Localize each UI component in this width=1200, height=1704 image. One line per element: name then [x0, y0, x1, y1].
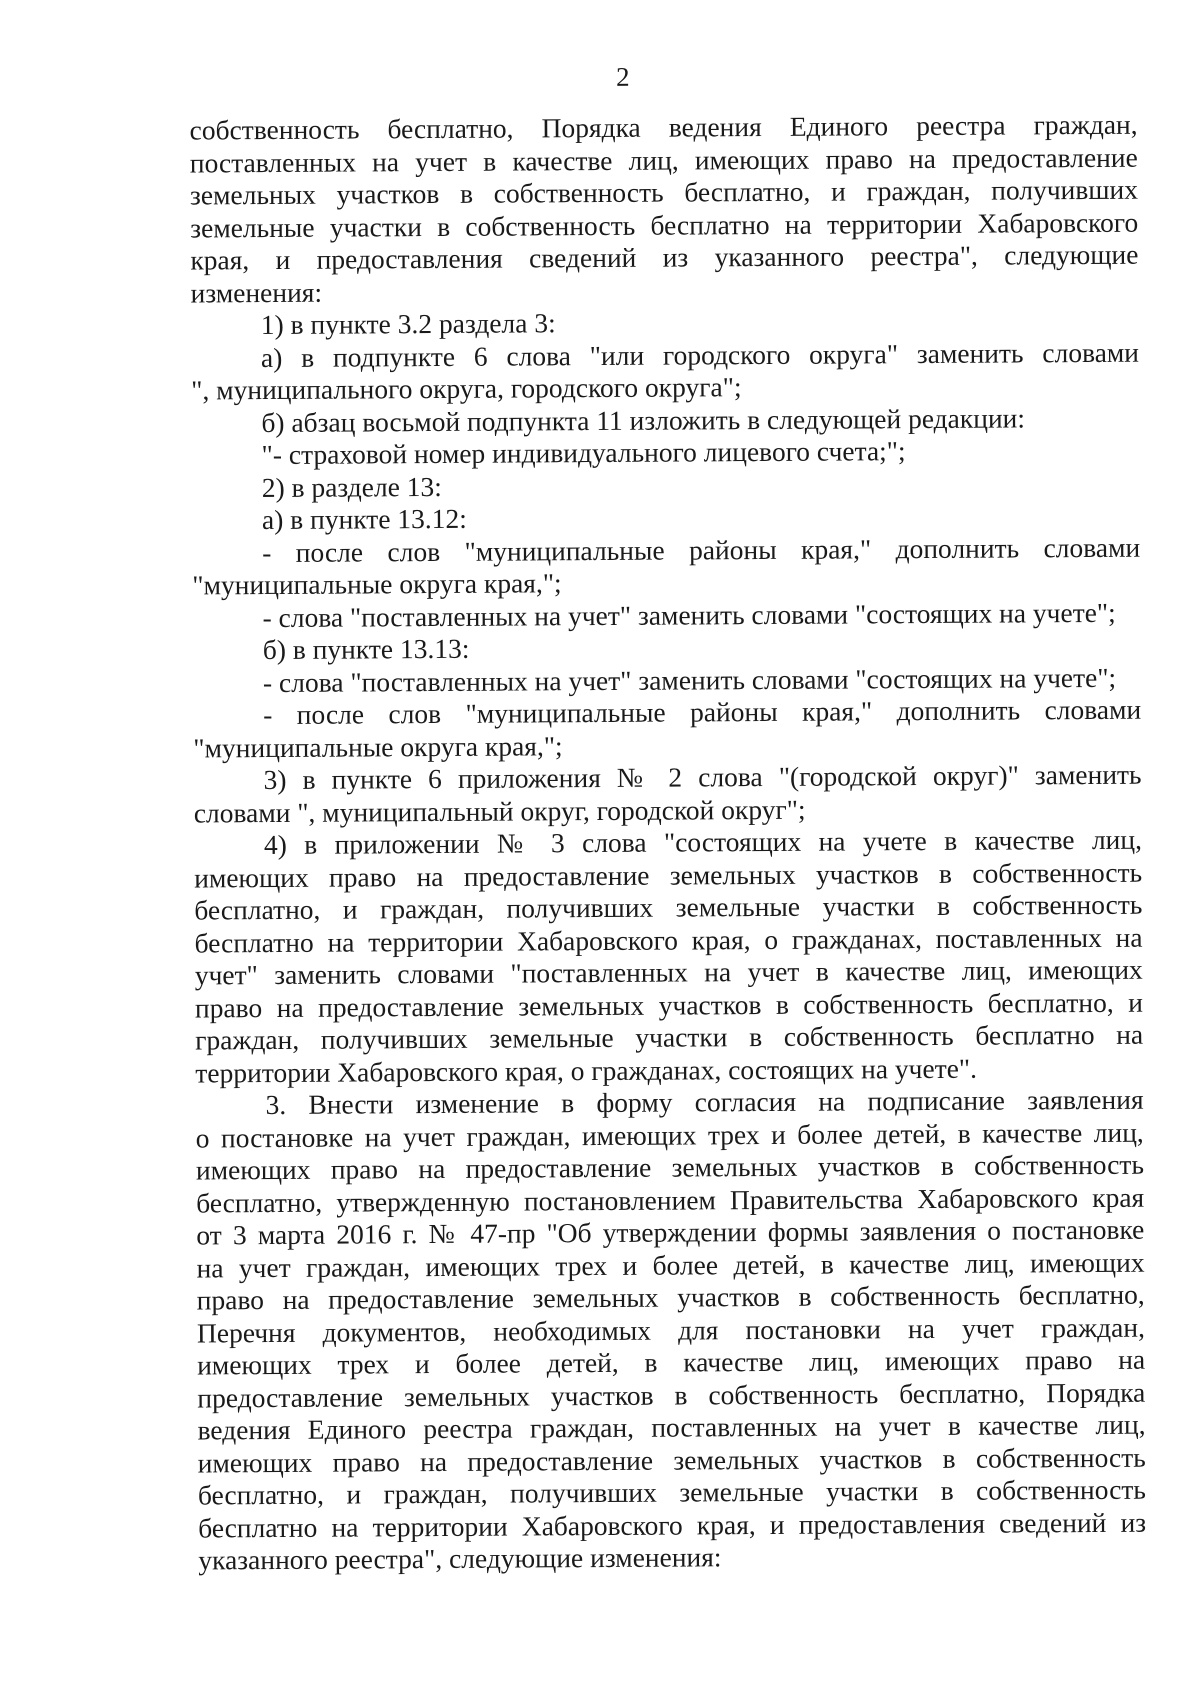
paragraph-line: о постановке на учет граждан, имеющих трех и более детей, в качестве лиц, [195, 1116, 1144, 1153]
paragraph [194, 824, 1144, 1090]
paragraph-line: б) в пункте 13.13: [262, 632, 470, 666]
paragraph-line: - после слов "муниципальные районы края," дополнить словами [263, 693, 1142, 731]
paragraph-line: имеющих право на предоставление земельных участков в собственность [194, 856, 1143, 893]
paragraph-line: земельных участков в собственность бесплатно, и граждан, получивших [189, 173, 1139, 211]
paragraph-line: 2) в разделе 13: [261, 470, 442, 503]
paragraph-line: ", муниципального округа, городского округа"; [191, 371, 742, 406]
paragraph-line: - слова "поставленных на учет" заменить словами "состоящих на учете"; [262, 596, 1116, 633]
paragraph-line: 4) в приложении № 3 слова "состоящих на учете в качестве лиц, [263, 823, 1143, 861]
paragraph-line: имеющих право на предоставление земельных участков в собственность [197, 1441, 1146, 1478]
paragraph-line: края, и предоставления сведений из указанного реестра", следующие [190, 238, 1139, 276]
paragraph-line: а) в пункте 13.12: [261, 502, 467, 536]
paragraph-line: предоставление земельных участков в собственность бесплатно, Порядка [197, 1376, 1146, 1413]
paragraph-line: - после слов "муниципальные районы края," дополнить словами [262, 531, 1141, 568]
paragraph-line: имеющих трех и более детей, в качестве лиц, имеющих право на [197, 1343, 1146, 1381]
paragraph-line: бесплатно на территории Хабаровского края, о гражданах, поставленных на [194, 921, 1143, 958]
paragraph-line: земельные участки в собственность бесплатно на территории Хабаровского [190, 206, 1139, 243]
paragraph [191, 401, 1139, 439]
paragraph-line: на учет граждан, имеющих трех и более детей, в качестве лиц, имеющих [196, 1246, 1145, 1283]
paragraph [195, 1084, 1146, 1577]
paragraph-line: бесплатно на территории Хабаровского края, и предоставления сведений из [198, 1506, 1147, 1543]
paragraph-line: - слова "поставленных на учет" заменить словами "состоящих на учете"; [262, 661, 1117, 698]
paragraph-line: право на предоставление земельных участков в собственность бесплатно, и [194, 986, 1144, 1023]
paragraph [189, 109, 1138, 310]
paragraph-line: "- страховой номер индивидуального лицевого счета;"; [261, 435, 906, 471]
paragraph-line: изменения: [190, 276, 323, 308]
paragraph-line: словами ", муниципальный округ, городской округ"; [193, 793, 806, 828]
paragraph [193, 759, 1141, 830]
paragraph-line: от 3 марта 2016 г. № 47-пр "Об утверждении формы заявления о постановке [196, 1213, 1145, 1251]
paragraph [192, 596, 1140, 634]
paragraph-line: 1) в пункте 3.2 раздела 3: [260, 307, 556, 341]
paragraph-line: а) в подпункте 6 слова "или городского округа" заменить словами [260, 336, 1140, 373]
paragraph-line: Перечня документов, необходимых для постановки на учет граждан, [196, 1311, 1146, 1348]
paragraph-line: "муниципальные округа края,"; [193, 729, 563, 763]
document-body [189, 109, 1146, 1577]
paragraph [193, 694, 1141, 765]
paragraph-line: 3) в пункте 6 приложения № 2 слова "(городской округ)" заменить [263, 758, 1142, 796]
paragraph-line: ведения Единого реестра граждан, поставленных на учет в качестве лиц, [197, 1408, 1146, 1446]
paragraph-line: поставленных на учет в качестве лиц, имеющих право на предоставление [189, 141, 1138, 178]
paragraph-line: территории Хабаровского края, о гражданах, состоящих на учете". [195, 1052, 978, 1088]
paragraph-line: граждан, получивших земельные участки в собственность бесплатно на [195, 1018, 1144, 1056]
paragraph-line: указанного реестра", следующие изменения: [198, 1541, 722, 1576]
paragraph-line: б) абзац восьмой подпункта 11 изложить в следующей редакции: [261, 401, 1026, 438]
paragraph-line: право на предоставление земельных участков в собственность бесплатно, [196, 1278, 1145, 1316]
paragraph-line: бесплатно, и граждан, получивших земельные участки в собственность [197, 1473, 1147, 1511]
paragraph-line: собственность бесплатно, Порядка ведения Единого реестра граждан, [189, 108, 1138, 146]
paragraph-line: учет" заменить словами "поставленных на учет в качестве лиц, имеющих [194, 953, 1143, 991]
paragraph-line: бесплатно, и граждан, получивших земельные участки в собственность [194, 888, 1143, 926]
paragraph-line: имеющих право на предоставление земельных участков в собственность [195, 1148, 1145, 1186]
paragraph-line: 3. Внести изменение в форму согласия на подписание заявления [265, 1083, 1144, 1121]
paragraph-line: "муниципальные округа края,"; [192, 567, 562, 601]
paragraph-line: бесплатно, утвержденную постановлением Правительства Хабаровского края [196, 1181, 1145, 1218]
paragraph [191, 336, 1139, 407]
page-number: 2 [615, 61, 630, 92]
paragraph [192, 531, 1140, 602]
